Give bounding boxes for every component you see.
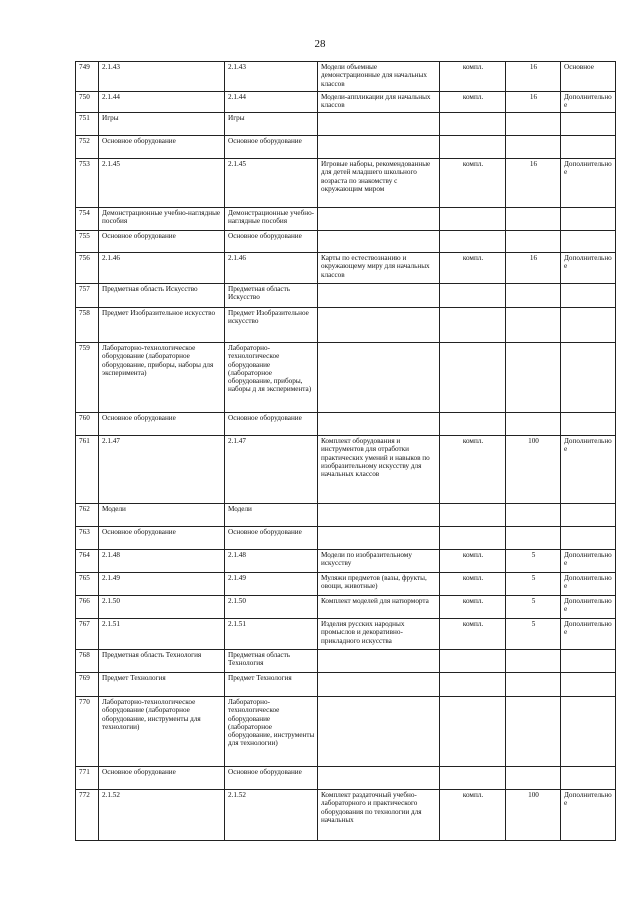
code-secondary-cell: Демонстрационные учебно-наглядные пособия xyxy=(225,208,318,231)
equipment-type-cell: Дополнительное xyxy=(561,573,616,596)
row-number-cell: 755 xyxy=(76,231,99,253)
table-row xyxy=(76,159,616,208)
code-secondary-cell: 2.1.44 xyxy=(225,92,318,113)
quantity-cell: 100 xyxy=(506,790,561,841)
quantity-cell xyxy=(506,413,561,436)
equipment-type-cell: Дополнительное xyxy=(561,159,616,208)
row-number-cell: 758 xyxy=(76,308,99,343)
code-primary-cell: Предметная область Искусство xyxy=(99,284,225,308)
code-primary-cell: Основное оборудование xyxy=(99,767,225,790)
table-row xyxy=(76,550,616,573)
quantity-cell xyxy=(506,231,561,253)
equipment-type-cell xyxy=(561,136,616,159)
table-row xyxy=(76,767,616,790)
quantity-cell xyxy=(506,504,561,527)
code-secondary-cell: 2.1.46 xyxy=(225,253,318,284)
unit-cell xyxy=(440,231,506,253)
quantity-cell xyxy=(506,208,561,231)
table-row xyxy=(76,619,616,650)
equipment-type-cell: Дополнительное xyxy=(561,253,616,284)
table-row xyxy=(76,308,616,343)
code-secondary-cell: Основное оборудование xyxy=(225,767,318,790)
equipment-type-cell xyxy=(561,284,616,308)
row-number-cell: 769 xyxy=(76,673,99,697)
code-secondary-cell: Предмет Изобразительное искусство xyxy=(225,308,318,343)
row-number-cell: 751 xyxy=(76,113,99,136)
unit-cell xyxy=(440,673,506,697)
unit-cell xyxy=(440,308,506,343)
item-name-cell xyxy=(318,343,440,413)
table-row xyxy=(76,527,616,550)
code-primary-cell: 2.1.47 xyxy=(99,436,225,504)
code-primary-cell: 2.1.45 xyxy=(99,159,225,208)
table-row xyxy=(76,284,616,308)
code-primary-cell: Игры xyxy=(99,113,225,136)
item-name-cell xyxy=(318,136,440,159)
equipment-type-cell: Дополнительное xyxy=(561,596,616,619)
equipment-table xyxy=(75,61,616,841)
table-row xyxy=(76,596,616,619)
table-row xyxy=(76,208,616,231)
code-secondary-cell: Предметная область Искусство xyxy=(225,284,318,308)
code-secondary-cell: 2.1.45 xyxy=(225,159,318,208)
code-primary-cell: 2.1.46 xyxy=(99,253,225,284)
code-primary-cell: Лабораторно-технологическое оборудование (лабораторное оборудование, инструменты для технологии) xyxy=(99,697,225,767)
table-row xyxy=(76,673,616,697)
code-secondary-cell: Основное оборудование xyxy=(225,231,318,253)
code-secondary-cell: Основное оборудование xyxy=(225,136,318,159)
equipment-type-cell xyxy=(561,308,616,343)
row-number-cell: 756 xyxy=(76,253,99,284)
equipment-type-cell: Дополнительное xyxy=(561,550,616,573)
equipment-type-cell: Дополнительное xyxy=(561,619,616,650)
row-number-cell: 754 xyxy=(76,208,99,231)
code-secondary-cell: 2.1.50 xyxy=(225,596,318,619)
table-row xyxy=(76,231,616,253)
code-secondary-cell: Предмет Технология xyxy=(225,673,318,697)
row-number-cell: 752 xyxy=(76,136,99,159)
quantity-cell xyxy=(506,136,561,159)
unit-cell: компл. xyxy=(440,92,506,113)
item-name-cell xyxy=(318,231,440,253)
equipment-type-cell xyxy=(561,208,616,231)
equipment-type-cell xyxy=(561,650,616,673)
table-row xyxy=(76,92,616,113)
unit-cell: компл. xyxy=(440,619,506,650)
table-row xyxy=(76,436,616,504)
code-primary-cell: Демонстрационные учебно-наглядные пособия xyxy=(99,208,225,231)
equipment-type-cell xyxy=(561,673,616,697)
unit-cell xyxy=(440,697,506,767)
row-number-cell: 760 xyxy=(76,413,99,436)
table-row xyxy=(76,62,616,92)
row-number-cell: 767 xyxy=(76,619,99,650)
code-primary-cell: Предметная область Технология xyxy=(99,650,225,673)
equipment-type-cell: Дополнительное xyxy=(561,436,616,504)
quantity-cell: 5 xyxy=(506,573,561,596)
code-primary-cell: 2.1.52 xyxy=(99,790,225,841)
code-primary-cell: Основное оборудование xyxy=(99,527,225,550)
unit-cell xyxy=(440,208,506,231)
row-number-cell: 761 xyxy=(76,436,99,504)
table-row xyxy=(76,650,616,673)
quantity-cell xyxy=(506,113,561,136)
quantity-cell xyxy=(506,767,561,790)
quantity-cell xyxy=(506,343,561,413)
table-row xyxy=(76,113,616,136)
quantity-cell xyxy=(506,650,561,673)
item-name-cell: Комплект раздаточный учебно-лабораторного и практического оборудования по технологии для начальных xyxy=(318,790,440,841)
row-number-cell: 770 xyxy=(76,697,99,767)
row-number-cell: 753 xyxy=(76,159,99,208)
quantity-cell xyxy=(506,527,561,550)
item-name-cell xyxy=(318,527,440,550)
code-primary-cell: 2.1.49 xyxy=(99,573,225,596)
table-row xyxy=(76,253,616,284)
code-secondary-cell: Предметная область Технология xyxy=(225,650,318,673)
quantity-cell: 16 xyxy=(506,253,561,284)
unit-cell: компл. xyxy=(440,550,506,573)
item-name-cell: Комплект моделей для натюрморта xyxy=(318,596,440,619)
item-name-cell xyxy=(318,308,440,343)
item-name-cell: Модели по изобразительному искусству xyxy=(318,550,440,573)
equipment-type-cell xyxy=(561,343,616,413)
unit-cell xyxy=(440,343,506,413)
item-name-cell xyxy=(318,504,440,527)
unit-cell: компл. xyxy=(440,790,506,841)
unit-cell xyxy=(440,527,506,550)
table-row xyxy=(76,697,616,767)
unit-cell xyxy=(440,767,506,790)
quantity-cell xyxy=(506,308,561,343)
row-number-cell: 765 xyxy=(76,573,99,596)
row-number-cell: 771 xyxy=(76,767,99,790)
item-name-cell: Карты по естествознанию и окружающему миру для начальных классов xyxy=(318,253,440,284)
equipment-type-cell xyxy=(561,231,616,253)
item-name-cell: Комплект оборудования и инструментов для отработки практических умений и навыков по изобразительному искусству для начальных классов xyxy=(318,436,440,504)
quantity-cell xyxy=(506,284,561,308)
row-number-cell: 763 xyxy=(76,527,99,550)
quantity-cell: 16 xyxy=(506,62,561,92)
code-secondary-cell: 2.1.49 xyxy=(225,573,318,596)
quantity-cell: 5 xyxy=(506,596,561,619)
item-name-cell xyxy=(318,650,440,673)
code-secondary-cell: 2.1.48 xyxy=(225,550,318,573)
row-number-cell: 768 xyxy=(76,650,99,673)
code-secondary-cell: Основное оборудование xyxy=(225,413,318,436)
equipment-type-cell: Дополнительное xyxy=(561,790,616,841)
code-secondary-cell: 2.1.51 xyxy=(225,619,318,650)
code-secondary-cell: 2.1.43 xyxy=(225,62,318,92)
item-name-cell: Игровые наборы, рекомендованные для детей младшего школьного возраста по знакомству с окружающим миром xyxy=(318,159,440,208)
code-secondary-cell: Модели xyxy=(225,504,318,527)
row-number-cell: 764 xyxy=(76,550,99,573)
item-name-cell xyxy=(318,113,440,136)
table-row xyxy=(76,790,616,841)
unit-cell xyxy=(440,284,506,308)
unit-cell: компл. xyxy=(440,596,506,619)
item-name-cell xyxy=(318,208,440,231)
code-secondary-cell: 2.1.47 xyxy=(225,436,318,504)
item-name-cell xyxy=(318,697,440,767)
code-secondary-cell: Лабораторно-технологическое оборудование (лабораторное оборудование, инструменты для технологии) xyxy=(225,697,318,767)
quantity-cell: 100 xyxy=(506,436,561,504)
row-number-cell: 759 xyxy=(76,343,99,413)
item-name-cell xyxy=(318,413,440,436)
unit-cell xyxy=(440,113,506,136)
quantity-cell: 5 xyxy=(506,550,561,573)
row-number-cell: 766 xyxy=(76,596,99,619)
quantity-cell: 16 xyxy=(506,159,561,208)
row-number-cell: 772 xyxy=(76,790,99,841)
equipment-type-cell xyxy=(561,527,616,550)
code-primary-cell: Модели xyxy=(99,504,225,527)
item-name-cell xyxy=(318,284,440,308)
unit-cell xyxy=(440,650,506,673)
unit-cell xyxy=(440,413,506,436)
code-primary-cell: Основное оборудование xyxy=(99,231,225,253)
equipment-type-cell xyxy=(561,767,616,790)
item-name-cell xyxy=(318,767,440,790)
item-name-cell: Модели объемные демонстрационные для начальных классов xyxy=(318,62,440,92)
code-primary-cell: Основное оборудование xyxy=(99,136,225,159)
quantity-cell xyxy=(506,673,561,697)
code-primary-cell: Лабораторно-технологическое оборудование (лабораторное оборудование, приборы, наборы для эксперимента) xyxy=(99,343,225,413)
code-primary-cell: 2.1.43 xyxy=(99,62,225,92)
code-secondary-cell: Лабораторно-технологическое оборудование (лабораторное оборудование, приборы, наборы д ля эксперимента) xyxy=(225,343,318,413)
code-secondary-cell: 2.1.52 xyxy=(225,790,318,841)
unit-cell xyxy=(440,504,506,527)
table-row xyxy=(76,136,616,159)
code-primary-cell: Основное оборудование xyxy=(99,413,225,436)
code-primary-cell: 2.1.51 xyxy=(99,619,225,650)
unit-cell: компл. xyxy=(440,253,506,284)
unit-cell: компл. xyxy=(440,62,506,92)
unit-cell: компл. xyxy=(440,436,506,504)
row-number-cell: 749 xyxy=(76,62,99,92)
item-name-cell: Изделия русских народных промыслов и декоративно-прикладного искусства xyxy=(318,619,440,650)
item-name-cell xyxy=(318,673,440,697)
quantity-cell: 16 xyxy=(506,92,561,113)
equipment-type-cell: Основное xyxy=(561,62,616,92)
code-primary-cell: Предмет Изобразительное искусство xyxy=(99,308,225,343)
page-number: 28 xyxy=(314,38,326,50)
quantity-cell xyxy=(506,697,561,767)
code-primary-cell: 2.1.44 xyxy=(99,92,225,113)
item-name-cell: Модели-аппликации для начальных классов xyxy=(318,92,440,113)
equipment-type-cell xyxy=(561,697,616,767)
row-number-cell: 757 xyxy=(76,284,99,308)
row-number-cell: 750 xyxy=(76,92,99,113)
quantity-cell: 5 xyxy=(506,619,561,650)
code-primary-cell: Предмет Технология xyxy=(99,673,225,697)
table-row xyxy=(76,343,616,413)
code-secondary-cell: Основное оборудование xyxy=(225,527,318,550)
equipment-type-cell xyxy=(561,113,616,136)
code-primary-cell: 2.1.50 xyxy=(99,596,225,619)
equipment-type-cell xyxy=(561,504,616,527)
item-name-cell: Муляжи предметов (вазы, фрукты, овощи, животные) xyxy=(318,573,440,596)
equipment-type-cell xyxy=(561,413,616,436)
unit-cell xyxy=(440,136,506,159)
equipment-type-cell: Дополнительное xyxy=(561,92,616,113)
row-number-cell: 762 xyxy=(76,504,99,527)
code-secondary-cell: Игры xyxy=(225,113,318,136)
table-row xyxy=(76,413,616,436)
code-primary-cell: 2.1.48 xyxy=(99,550,225,573)
unit-cell: компл. xyxy=(440,573,506,596)
table-row xyxy=(76,504,616,527)
unit-cell: компл. xyxy=(440,159,506,208)
table-row xyxy=(76,573,616,596)
